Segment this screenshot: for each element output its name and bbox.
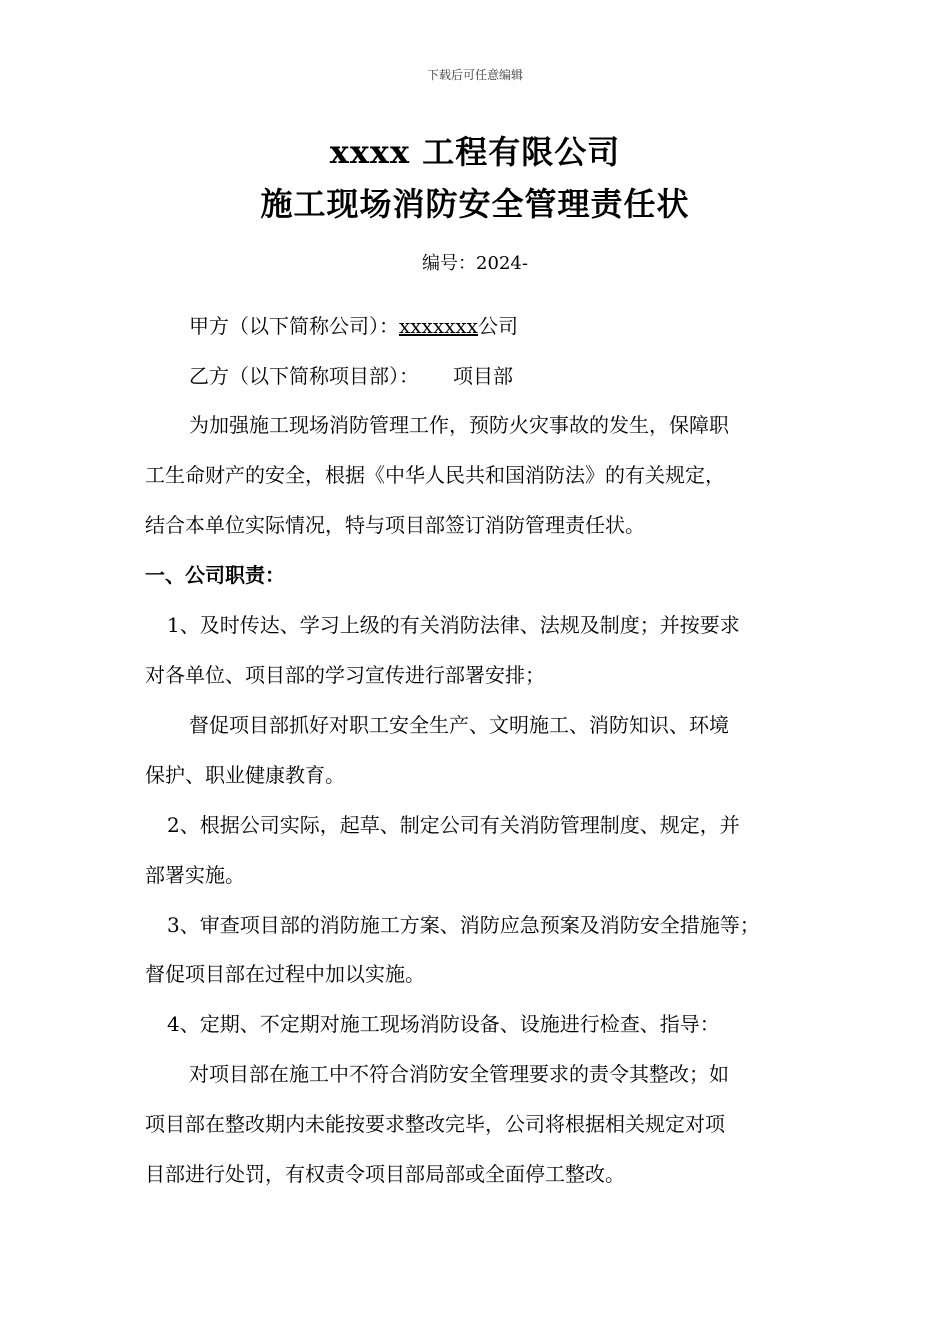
- item-3-line-2: 督促项目部在过程中加以实施。: [145, 962, 425, 986]
- item-1-line-1: 1、及时传达、学习上级的有关消防法律、法规及制度；并按要求: [167, 613, 740, 637]
- item-4-line-1: 4、定期、不定期对施工现场消防设备、设施进行检查、指导：: [167, 1012, 720, 1036]
- party-b-name: 项目部: [453, 364, 513, 388]
- party-a-line: [189, 312, 518, 340]
- page-header-note: 下载后可任意编辑: [426, 68, 523, 82]
- intro-line-2: 工生命财产的安全，根据《中华人民共和国消防法》的有关规定，: [145, 463, 725, 487]
- party-b-line: [189, 362, 513, 390]
- item-3-line-1: 3、审查项目部的消防施工方案、消防应急预案及消防安全措施等；: [167, 913, 760, 937]
- item-2-line-2: 部署实施。: [145, 863, 245, 887]
- item-1b-line-1: 督促项目部抓好对职工安全生产、文明施工、消防知识、环境: [189, 713, 729, 737]
- item-4b-line-1: 对项目部在施工中不符合消防安全管理要求的责令其整改；如: [189, 1062, 729, 1086]
- intro-line-3: 结合本单位实际情况，特与项目部签订消防管理责任状。: [145, 513, 645, 537]
- document-number: 编号：2024-: [422, 253, 528, 274]
- item-1b-line-2: 保护、职业健康教育。: [145, 763, 345, 787]
- item-2-line-1: 2、根据公司实际，起草、制定公司有关消防管理制度、规定，并: [167, 813, 740, 837]
- company-title: xxxx 工程有限公司: [329, 133, 621, 171]
- party-a-label: 甲方（以下简称公司）：: [189, 314, 399, 338]
- document-title: 施工现场消防安全管理责任状: [260, 185, 690, 223]
- item-1-line-2: 对各单位、项目部的学习宣传进行部署安排；: [145, 663, 545, 687]
- party-b-label: 乙方（以下简称项目部）：: [189, 364, 419, 388]
- party-a-suffix: 公司: [477, 314, 518, 338]
- party-a-name: xxxxxxx: [399, 314, 478, 338]
- intro-line-1: 为加强施工现场消防管理工作，预防火灾事故的发生，保障职: [189, 413, 729, 437]
- section-heading: 一、公司职责：: [145, 563, 285, 587]
- item-4b-line-2: 项目部在整改期内未能按要求整改完毕，公司将根据相关规定对项: [145, 1112, 725, 1136]
- item-4b-line-3: 目部进行处罚，有权责令项目部局部或全面停工整改。: [145, 1162, 625, 1186]
